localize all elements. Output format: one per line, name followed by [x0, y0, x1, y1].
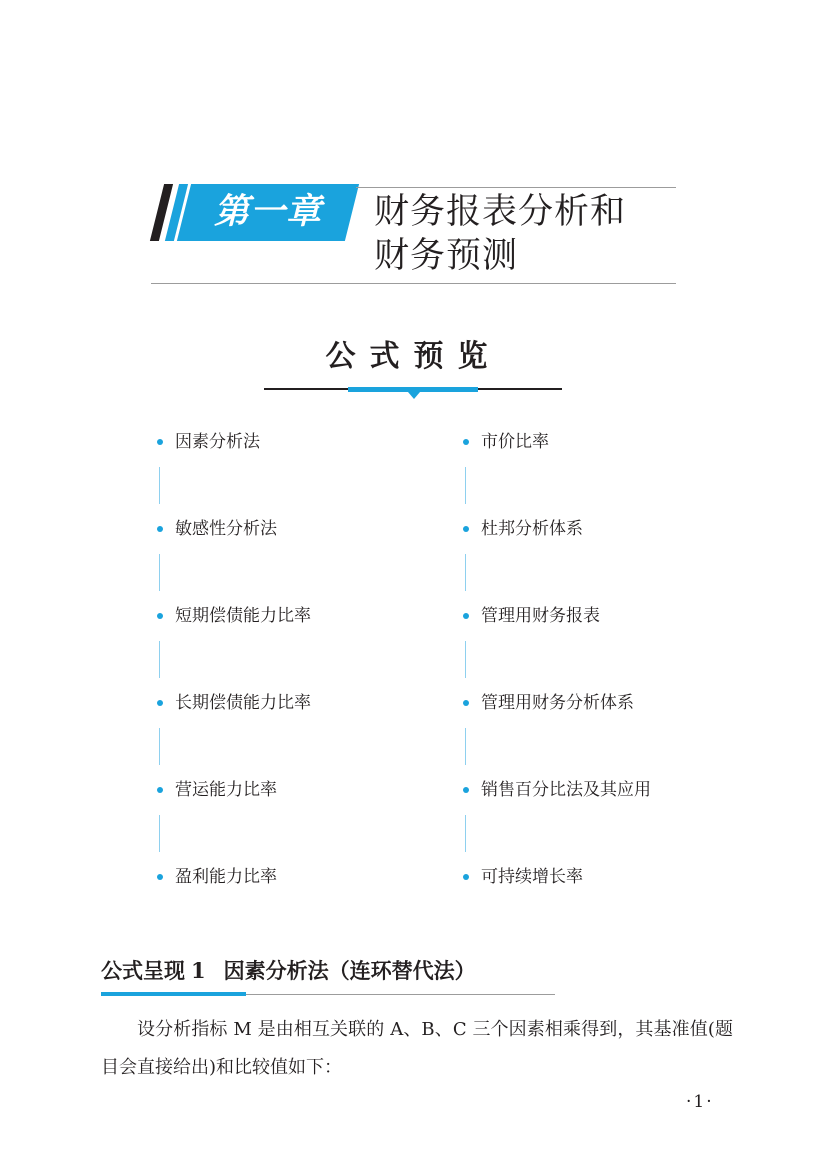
section-heading-accent — [101, 992, 246, 996]
list-item — [157, 602, 457, 630]
list-item — [157, 515, 457, 543]
chapter-tag-label: 第一章 — [213, 192, 322, 232]
section-number: 1 — [191, 958, 206, 983]
list-item — [463, 863, 763, 891]
bullet-icon — [463, 526, 469, 532]
bullet-icon — [157, 439, 163, 445]
list-item-label: 管理用财务分析体系 — [481, 693, 634, 713]
formula-list-right — [463, 428, 763, 891]
list-item — [157, 689, 457, 717]
connector-line — [463, 456, 763, 515]
list-item — [463, 515, 763, 543]
list-item — [157, 776, 457, 804]
bullet-icon — [463, 613, 469, 619]
list-item — [463, 428, 763, 456]
list-item — [463, 776, 763, 804]
page-number: ·1· — [686, 1092, 714, 1112]
list-item-label: 短期偿债能力比率 — [175, 606, 311, 626]
list-item — [157, 428, 457, 456]
list-item-label: 销售百分比法及其应用 — [481, 780, 651, 800]
connector-line — [463, 804, 763, 863]
list-item-label: 杜邦分析体系 — [481, 519, 583, 539]
section-heading — [101, 955, 476, 985]
connector-line — [463, 543, 763, 602]
connector-line — [157, 804, 457, 863]
preview-title: 公式预览 — [325, 339, 502, 374]
list-item — [157, 863, 457, 891]
list-item-label: 敏感性分析法 — [175, 519, 277, 539]
connector-line — [463, 717, 763, 776]
bullet-icon — [463, 439, 469, 445]
list-item — [463, 602, 763, 630]
connector-line — [157, 630, 457, 689]
preview-caret-icon — [408, 392, 420, 399]
list-item-label: 盈利能力比率 — [175, 867, 277, 887]
chapter-title-line-2: 财务预测 — [374, 236, 519, 276]
bullet-icon — [463, 874, 469, 880]
formula-list-left — [157, 428, 457, 891]
list-item — [463, 689, 763, 717]
connector-line — [463, 630, 763, 689]
chapter-tag — [177, 184, 359, 241]
chapter-bottom-rule — [151, 283, 676, 284]
list-item-label: 因素分析法 — [175, 432, 260, 452]
list-item-label: 管理用财务报表 — [481, 606, 600, 626]
bullet-icon — [157, 787, 163, 793]
section-label: 公式呈现 — [101, 959, 185, 983]
chapter-top-rule — [356, 187, 676, 188]
bullet-icon — [157, 700, 163, 706]
bullet-icon — [157, 613, 163, 619]
bullet-icon — [463, 787, 469, 793]
list-item-label: 市价比率 — [481, 432, 549, 452]
section-title: 因素分析法（连环替代法） — [223, 959, 476, 983]
connector-line — [157, 543, 457, 602]
chapter-title — [374, 190, 674, 278]
chapter-title-line-1: 财务报表分析和 — [374, 192, 627, 232]
list-item-label: 长期偿债能力比率 — [175, 693, 311, 713]
connector-line — [157, 717, 457, 776]
body-paragraph: 设分析指标 M 是由相互关联的 A、B、C 三个因素相乘得到，其基准值(题目会直接给出)和比较值如下： — [101, 1019, 733, 1078]
list-item-label: 可持续增长率 — [481, 867, 583, 887]
connector-line — [157, 456, 457, 515]
bullet-icon — [157, 874, 163, 880]
bullet-icon — [157, 526, 163, 532]
list-item-label: 营运能力比率 — [175, 780, 277, 800]
bullet-icon — [463, 700, 469, 706]
